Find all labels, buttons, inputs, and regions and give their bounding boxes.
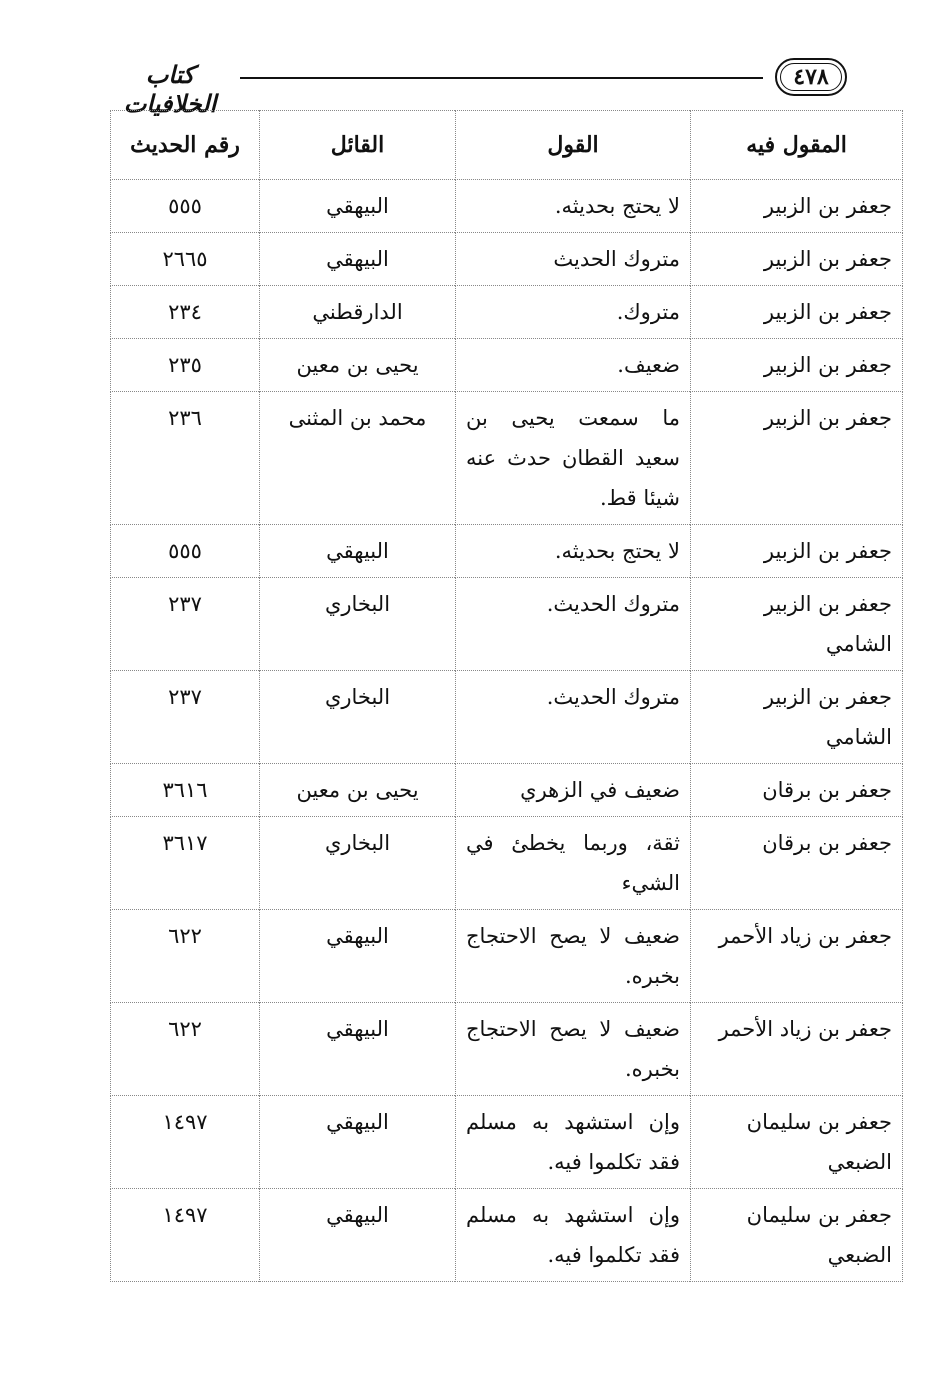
cell-statement: متروك الحديث. [456, 578, 691, 671]
cell-sayer: البيهقي [260, 180, 456, 233]
cell-statement: متروك الحديث. [456, 671, 691, 764]
cell-subject: جعفر بن سليمان الضبعي [691, 1189, 903, 1282]
cell-statement: ضعيف. [456, 339, 691, 392]
page-header [105, 52, 847, 118]
cell-subject: جعفر بن الزبير [691, 233, 903, 286]
cell-subject: جعفر بن برقان [691, 817, 903, 910]
cell-hadith-number: ٣٦١٦ [111, 764, 260, 817]
cell-sayer: البخاري [260, 817, 456, 910]
cell-statement: وإن استشهد به مسلم فقد تكلموا فيه. [456, 1189, 691, 1282]
cell-subject: جعفر بن الزبير [691, 525, 903, 578]
cell-sayer: البيهقي [260, 1096, 456, 1189]
cell-sayer: البيهقي [260, 910, 456, 1003]
cell-sayer: الدارقطني [260, 286, 456, 339]
table-row [111, 525, 903, 578]
cell-hadith-number: ١٤٩٧ [111, 1096, 260, 1189]
cell-hadith-number: ٢٣٦ [111, 392, 260, 525]
cell-sayer: البخاري [260, 578, 456, 671]
table-row [111, 180, 903, 233]
cell-statement: لا يحتج بحديثه. [456, 180, 691, 233]
cell-hadith-number: ٢٣٧ [111, 578, 260, 671]
cell-sayer: يحيى بن معين [260, 764, 456, 817]
table-row [111, 233, 903, 286]
cell-hadith-number: ٣٦١٧ [111, 817, 260, 910]
table-row [111, 392, 903, 525]
cell-subject: جعفر بن الزبير [691, 286, 903, 339]
cell-sayer: يحيى بن معين [260, 339, 456, 392]
cell-statement: ثقة، وربما يخطئ في الشيء [456, 817, 691, 910]
cell-statement: لا يحتج بحديثه. [456, 525, 691, 578]
cell-sayer: البيهقي [260, 1003, 456, 1096]
cell-statement: ضعيف لا يصح الاحتجاج بخبره. [456, 1003, 691, 1096]
cell-hadith-number: ٢٦٦٥ [111, 233, 260, 286]
cell-sayer: البيهقي [260, 1189, 456, 1282]
cell-subject: جعفر بن الزبير [691, 339, 903, 392]
cell-hadith-number: ٢٣٥ [111, 339, 260, 392]
narrators-table [110, 110, 903, 1282]
page-number-badge [775, 58, 847, 96]
table-row [111, 1096, 903, 1189]
cell-sayer: البخاري [260, 671, 456, 764]
cell-subject: جعفر بن الزبير [691, 180, 903, 233]
cell-sayer: البيهقي [260, 233, 456, 286]
table-row [111, 671, 903, 764]
cell-subject: جعفر بن الزبير الشامي [691, 671, 903, 764]
cell-hadith-number: ٢٣٤ [111, 286, 260, 339]
cell-hadith-number: ٦٢٢ [111, 910, 260, 1003]
table-row [111, 339, 903, 392]
page-number: ٤٧٨ [793, 64, 829, 90]
cell-hadith-number: ٢٣٧ [111, 671, 260, 764]
cell-hadith-number: ٥٥٥ [111, 180, 260, 233]
cell-sayer: محمد بن المثنى [260, 392, 456, 525]
column-header-statement: القول [456, 111, 691, 180]
table-row [111, 817, 903, 910]
table-row [111, 286, 903, 339]
cell-statement: ضعيف لا يصح الاحتجاج بخبره. [456, 910, 691, 1003]
table-row [111, 764, 903, 817]
cell-subject: جعفر بن برقان [691, 764, 903, 817]
cell-sayer: البيهقي [260, 525, 456, 578]
column-header-hadith-number: رقم الحديث [111, 111, 260, 180]
cell-statement: وإن استشهد به مسلم فقد تكلموا فيه. [456, 1096, 691, 1189]
cell-hadith-number: ٦٢٢ [111, 1003, 260, 1096]
table-row [111, 910, 903, 1003]
table-row [111, 578, 903, 671]
column-header-subject: المقول فيه [691, 111, 903, 180]
table-header-row [111, 111, 903, 180]
table-row [111, 1003, 903, 1096]
header-rule [240, 77, 763, 79]
cell-subject: جعفر بن زياد الأحمر [691, 1003, 903, 1096]
cell-subject: جعفر بن زياد الأحمر [691, 910, 903, 1003]
book-title: كتاب الخلافيات [123, 60, 217, 118]
cell-statement: متروك الحديث [456, 233, 691, 286]
cell-statement: ما سمعت يحيى بن سعيد القطان حدث عنه شيئا قط. [456, 392, 691, 525]
cell-statement: متروك. [456, 286, 691, 339]
cell-statement: ضعيف في الزهري [456, 764, 691, 817]
table-row [111, 1189, 903, 1282]
cell-subject: جعفر بن سليمان الضبعي [691, 1096, 903, 1189]
cell-subject: جعفر بن الزبير [691, 392, 903, 525]
cell-hadith-number: ٥٥٥ [111, 525, 260, 578]
column-header-sayer: القائل [260, 111, 456, 180]
cell-subject: جعفر بن الزبير الشامي [691, 578, 903, 671]
cell-hadith-number: ١٤٩٧ [111, 1189, 260, 1282]
